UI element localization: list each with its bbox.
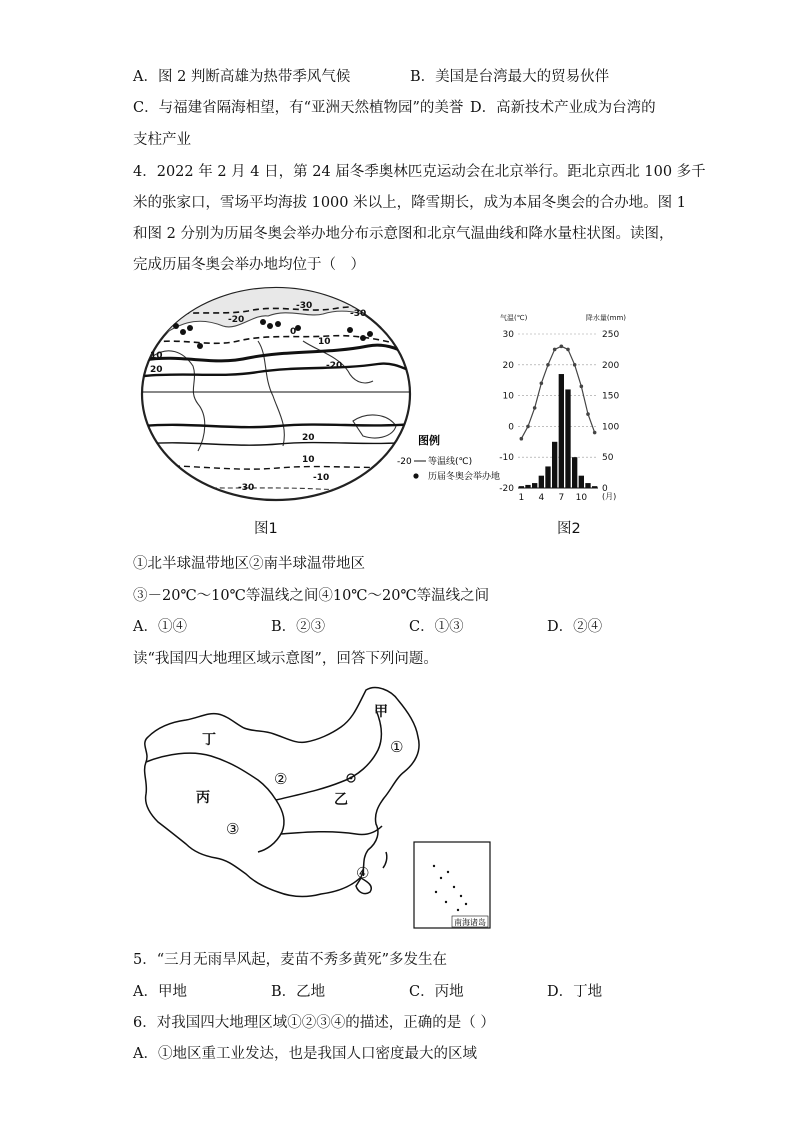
x-tick-label: 4 [538, 493, 545, 503]
q4-stem-line-3: 和图 2 分别为历届冬奥会举办地分布示意图和北京气温曲线和降水量柱状图。读图， [133, 226, 674, 242]
region-label-ding: 丁 [202, 732, 216, 748]
temperature-line [521, 346, 594, 438]
isotherm-label: -20 [228, 315, 245, 325]
legend-host-marker [413, 473, 418, 478]
precipitation-bar [532, 483, 537, 488]
isotherm-label: -30 [238, 483, 255, 493]
intro-text: 读“我国四大地理区域示意图”，回答下列问题。 [133, 651, 438, 667]
q3-option-c: C．与福建省隔海相望，有“亚洲天然植物园”的美誉 [133, 100, 464, 116]
figure-1-world-map [138, 286, 501, 511]
y-tick-label: 30 [502, 330, 514, 340]
x-tick-label: 7 [558, 493, 565, 503]
q4-stem-line-2: 米的张家口，雪场平均海拔 1000 米以上，降雪期长，成为本届冬奥会的合办地。图 1 [133, 195, 686, 211]
q5-option-c: C．丙地 [409, 984, 464, 1000]
precipitation-bar [592, 486, 597, 488]
region-label-jia: 甲 [374, 704, 388, 720]
isotherm-label: 20 [150, 365, 163, 375]
precipitation-bar [585, 483, 590, 488]
isotherm-label: 10 [302, 455, 315, 465]
precipitation-bar [579, 476, 584, 488]
temperature-point [553, 348, 557, 352]
isotherm-label: 20 [302, 433, 315, 443]
q4-stem-line-4: 完成历届冬奥会举办地均位于（ ） [133, 257, 365, 273]
host-city-marker [367, 331, 373, 337]
precipitation-bar [572, 457, 577, 488]
boundary-qinling [281, 826, 382, 835]
host-city-marker [260, 319, 266, 325]
inset-label: 南海诸岛 [454, 918, 486, 927]
legend-isotherm-label: 等温线(℃) [428, 457, 473, 467]
x-tick-label: 10 [575, 493, 588, 503]
q6-stem: 6．对我国四大地理区域①②③④的描述，正确的是（ ） [133, 1015, 495, 1031]
figure-2-climate-chart [490, 308, 630, 506]
temperature-point [546, 363, 550, 367]
region-circle-2: ② [274, 770, 288, 788]
y-tick-label: -20 [499, 484, 514, 494]
y-tick-label: 0 [508, 422, 514, 433]
q3-option-d: D．高新技术产业成为台湾的 [470, 100, 656, 116]
y-tick-label: -10 [499, 453, 514, 464]
precipitation-bar [559, 374, 564, 488]
q4-statements-line-1: ①北半球温带地区②南半球温带地区 [133, 556, 365, 572]
y2-tick-label: 50 [602, 453, 614, 464]
y2-tick-label: 250 [602, 330, 620, 340]
legend-host-label: 历届冬奥会举办地 [428, 472, 501, 482]
precipitation-bar [539, 476, 544, 488]
isotherm-label: -30 [296, 301, 313, 311]
host-city-marker [197, 343, 203, 349]
isotherm-label: 0 [290, 327, 297, 337]
figure-1-legend [397, 433, 500, 482]
taiwan-island [383, 852, 387, 868]
q4-statements-line-2: ③－20℃～10℃等温线之间④10℃～20℃等温线之间 [133, 588, 490, 604]
y-tick-label: 20 [502, 360, 514, 371]
y2-axis-title: 降水量(mm) [585, 314, 626, 322]
precipitation-bar [552, 442, 557, 488]
host-city-marker [267, 323, 273, 329]
precipitation-bar [565, 389, 570, 488]
q4-option-d: D．②④ [547, 619, 603, 635]
figure-2-caption: 图2 [557, 521, 581, 537]
isotherm-label: -10 [313, 473, 330, 483]
q4-option-c: C．①③ [409, 619, 464, 635]
host-city-marker [180, 329, 186, 335]
y-axis-title: 气温(℃) [500, 314, 528, 322]
boundary-northern [276, 710, 381, 800]
isotherm-label: -30 [350, 309, 367, 319]
china-regions-map [136, 682, 496, 932]
q3-option-b: B．美国是台湾最大的贸易伙伴 [410, 69, 610, 85]
temperature-point [586, 412, 590, 416]
temperature-point [533, 406, 537, 410]
precipitation-bar [519, 486, 524, 488]
q4-option-a: A．①④ [133, 619, 187, 635]
q4-option-b: B．②③ [271, 619, 326, 635]
host-city-marker [173, 323, 179, 329]
temperature-point [526, 425, 530, 429]
q5-option-b: B．乙地 [271, 984, 326, 1000]
isotherm-label: -20 [326, 361, 343, 371]
host-city-marker [187, 325, 193, 331]
legend-title: 图例 [418, 434, 440, 447]
precipitation-bar [525, 485, 530, 488]
boundary-northwest [146, 753, 276, 800]
x-tick-label: 1 [518, 493, 525, 503]
temperature-point [573, 363, 577, 367]
region-circle-4: ④ [356, 864, 370, 882]
q4-stem-line-1: 4．2022 年 2 月 4 日，第 24 届冬季奥林匹克运动会在北京举行。距北京西北 100 多千 [133, 164, 706, 180]
precipitation-bar [545, 466, 550, 488]
host-city-marker [347, 327, 353, 333]
temperature-point [580, 385, 584, 389]
temperature-point [540, 381, 544, 385]
y2-tick-label: 150 [602, 391, 620, 402]
y2-tick-label: 200 [602, 360, 620, 371]
host-city-marker [360, 335, 366, 341]
host-city-marker [275, 321, 281, 327]
y2-tick-label: 0 [602, 484, 608, 494]
region-circle-1: ① [390, 738, 404, 756]
y2-tick-label: 100 [602, 422, 620, 433]
legend-isotherm-sample: -20 [397, 457, 412, 467]
temperature-point [520, 437, 524, 441]
south-china-sea-inset [414, 842, 490, 928]
region-label-yi: 乙 [334, 792, 348, 808]
q3-option-a: A．图 2 判断高雄为热带季风气候 [133, 69, 351, 85]
region-label-bing: 丙 [196, 790, 210, 806]
q5-stem: 5．“三月无雨旱风起，麦苗不秀多黄死”多发生在 [133, 952, 448, 968]
temperature-point [560, 345, 564, 349]
region-circle-3: ③ [226, 820, 240, 838]
temperature-point [566, 348, 570, 352]
temperature-point [593, 431, 597, 435]
boundary-qinghai-tibet [258, 800, 284, 852]
q5-option-a: A．甲地 [133, 984, 187, 1000]
q3-option-d-continued: 支柱产业 [133, 132, 191, 148]
x-unit-label: (月) [602, 492, 617, 501]
y-tick-label: 10 [502, 391, 514, 402]
figure-1-caption: 图1 [254, 521, 278, 537]
q5-option-d: D．丁地 [547, 984, 603, 1000]
q6-option-a: A．①地区重工业发达，也是我国人口密度最大的区域 [133, 1046, 477, 1062]
isotherm-label: 10 [150, 351, 163, 361]
isotherm-label: 10 [318, 337, 331, 347]
